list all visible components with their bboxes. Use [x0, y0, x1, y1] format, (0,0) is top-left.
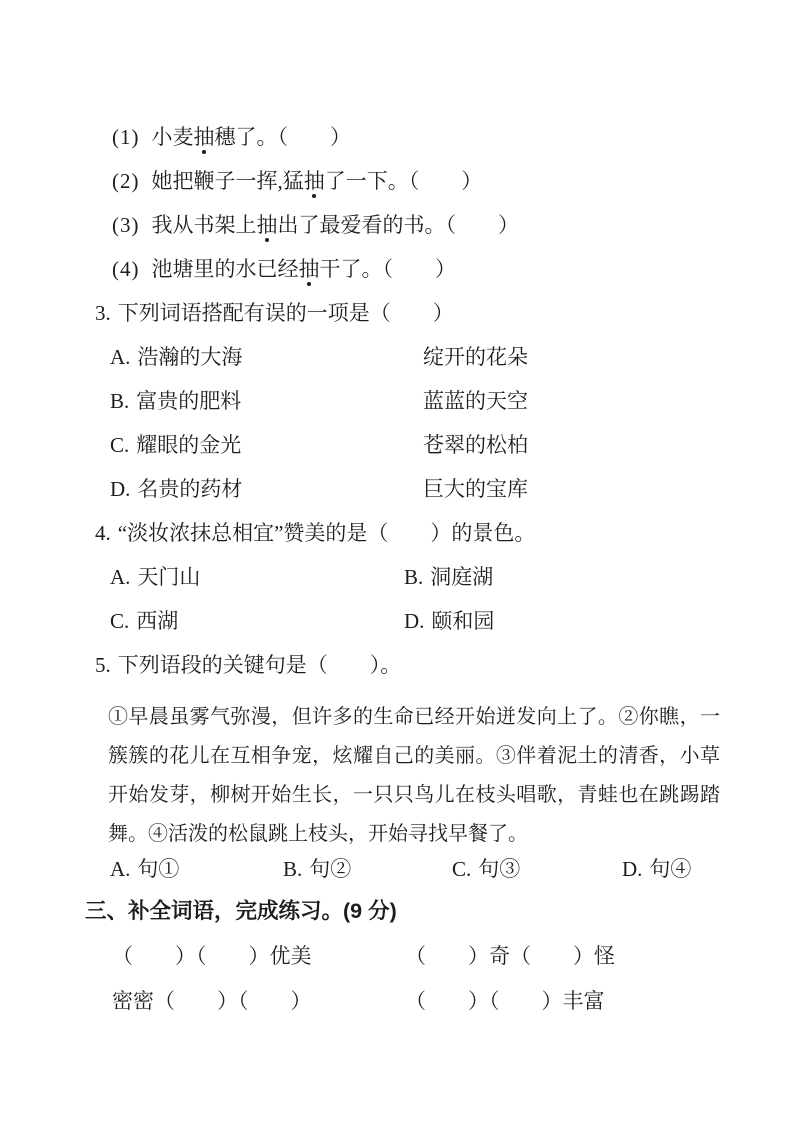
fill-blank-left: （ ）（ ）优美 [112, 944, 312, 968]
option-left-text: 耀眼的金光 [136, 433, 242, 457]
q2-subitem-3 [0, 214, 793, 237]
sentence-pre: 池塘里的水已经 [151, 257, 299, 281]
q5-stem [0, 654, 793, 677]
option-letter: D. [110, 477, 131, 501]
q3-option-c [0, 434, 793, 457]
option-left-text: 浩瀚的大海 [137, 345, 243, 369]
option-label: 句② [309, 857, 352, 881]
option-letter: D. [622, 857, 643, 881]
option-right-text: 苍翠的松柏 [423, 433, 528, 457]
q5-passage: ①早晨虽雾气弥漫，但许多的生命已经开始迸发向上了。②你瞧，一簇簇的花儿在互相争宠，炫耀自己的美丽。③伴着泥土的清香，小草开始发芽，柳树开始生长，一只只鸟儿在枝头唱歌，青蛙也在跳踢踏舞。④活泼的松鼠跳上枝头，开始寻找早餐了。 [108, 706, 720, 845]
option-letter: B. [283, 857, 303, 881]
fill-in-row-2 [0, 989, 793, 1013]
option-letter: C. [110, 433, 130, 457]
sentence-post: 出了最爱看的书。 [277, 213, 446, 237]
emphasized-char: 抽 [256, 213, 278, 237]
option-label: 天门山 [137, 565, 201, 589]
sentence-post: 穗了。 [214, 125, 278, 149]
q2-subitem-1 [0, 126, 793, 149]
q4-stem [0, 522, 793, 545]
sentence-pre: 小麦 [151, 125, 194, 149]
subitem-number: (3) [112, 213, 140, 237]
sentence-pre: 我从书架上 [151, 213, 257, 237]
option-left-text: 名贵的药材 [137, 477, 243, 501]
fill-blank-right: （ ）（ ）丰富 [405, 989, 605, 1013]
q2-subitem-2 [0, 170, 793, 193]
sentence-post: 了一下。 [324, 169, 409, 193]
q3-stem [0, 302, 793, 325]
option-right-text: 蓝蓝的天空 [423, 389, 528, 413]
option-label: 句④ [649, 857, 692, 881]
option-label: 句③ [478, 857, 521, 881]
q3-option-d [0, 478, 793, 501]
emphasized-char: 抽 [298, 257, 320, 281]
option-label: 西湖 [136, 609, 179, 633]
option-letter: C. [452, 857, 472, 881]
subitem-number: (4) [112, 257, 140, 281]
sentence-pre: 她把鞭子一挥,猛 [151, 169, 304, 193]
answer-blank: （ ） [408, 169, 483, 193]
question-number: 4. [95, 521, 111, 545]
option-right-text: 绽开的花朵 [423, 345, 528, 369]
emphasized-char: 抽 [303, 169, 325, 193]
option-left-text: 富贵的肥料 [136, 389, 242, 413]
q4-options-row-2 [0, 610, 793, 633]
option-letter: B. [110, 389, 130, 413]
answer-blank: （ ） [445, 213, 519, 237]
q3-option-b [0, 390, 793, 413]
option-letter: D. [404, 609, 425, 633]
section-three-heading: 三、补全词语，完成练习。(9 分) [85, 899, 397, 923]
option-label: 颐和园 [431, 609, 495, 633]
question-number: 5. [95, 653, 111, 677]
option-letter: A. [110, 565, 131, 589]
sentence-post: 干了。 [319, 257, 383, 281]
subitem-number: (2) [112, 169, 140, 193]
option-letter: A. [110, 345, 131, 369]
answer-blank: （ ） [277, 125, 351, 149]
question-number: 3. [95, 301, 111, 325]
q4-options-row-1 [0, 566, 793, 589]
option-right-text: 巨大的宝库 [423, 477, 528, 501]
question-text: 下列词语搭配有误的一项是（ ） [117, 301, 454, 325]
option-letter: A. [110, 857, 131, 881]
option-letter: C. [110, 609, 130, 633]
subitem-number: (1) [112, 125, 140, 149]
fill-blank-right: （ ）奇（ ）怪 [405, 944, 615, 968]
q2-subitem-4 [0, 258, 793, 281]
q3-option-a [0, 346, 793, 369]
emphasized-char: 抽 [193, 125, 215, 149]
fill-in-row-1 [0, 944, 793, 968]
question-text: 下列语段的关键句是（ ）。 [117, 653, 402, 677]
question-text: “淡妆浓抹总相宜”赞美的是（ ）的景色。 [117, 521, 536, 545]
q5-options-row [0, 858, 793, 881]
fill-blank-left: 密密（ ）（ ） [112, 989, 312, 1013]
option-label: 洞庭湖 [430, 565, 494, 589]
option-label: 句① [137, 857, 180, 881]
answer-blank: （ ） [382, 257, 456, 281]
option-letter: B. [404, 565, 424, 589]
